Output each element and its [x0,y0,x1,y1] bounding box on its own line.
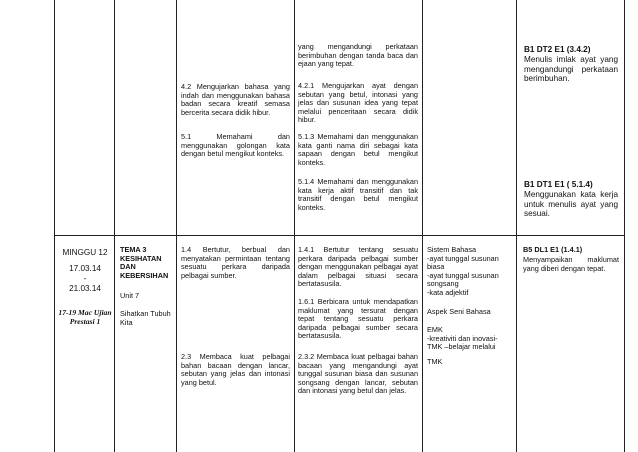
elements-language-art: Aspek Seni Bahasa [427,307,491,316]
elements-emk: EMK -kreativiti dan inovasi- TMK –belajar melalui [427,325,498,352]
week-assessment-code: B5 DL1 E1 (1.4.1) [523,245,583,254]
top-sp-2: 4.2.1 Mengujarkan ayat dengan sebutan yang betul, intonasi yang jelas dan susunan idea yang tepat melalui penceritaan secara didik hibur. [298,81,418,125]
top-kss-1: 4.2 Mengujarkan bahasa yang indah dan menggunakan bahasa badan secara kreatif semasa bercerita secara didik hibur. [181,82,290,117]
week-sp-3: 2.3.2 Membaca kuat pelbagai bahan bacaan yang mengandungi ayat tunggal susunan biasa dan susunan songsang dengan lancar, sebutan dan intonasi yang betul dan jelas. [298,352,418,396]
column-divider-1 [114,0,115,452]
week-date-start: 17.03.14 [69,264,101,273]
top-assessment-desc-1: Menulis imlak ayat yang mengandungi perkataan berimbuhan. [524,55,618,84]
week-kss-1: 1.4 Bertutur, berbual dan menyatakan permintaan tentang sesuatu perkara daripada pelbagai sumber. [181,245,290,280]
top-assessment-code-1: B1 DT2 E1 (3.4.2) [524,45,591,54]
theme-title: TEMA 3 KESIHATAN DAN KEBERSIHAN [120,245,169,280]
column-divider-2 [176,0,177,452]
week-sp-2: 1.6.1 Berbicara untuk mendapatkan maklumat yang tersurat dengan tepat tentang sesuatu perkara daripada pelbagai sumber secara bertatasusila. [298,297,418,341]
week-assessment-desc: Menyampaikan maklumat yang diberi dengan tepat. [523,255,619,273]
top-sp-3: 5.1.3 Memahami dan menggunakan kata ganti nama diri sebagai kata sapaan dengan betul mengikut konteks. [298,132,418,167]
top-kss-2: 5.1 Memahami dan menggunakan golongan kata dengan betul mengikut konteks. [181,132,290,159]
top-sp-4: 5.1.4 Memahami dan menggunakan kata kerja aktif transitif dan tak transitif dengan betul mengikut konteks. [298,177,418,212]
week-sp-1: 1.4.1 Bertutur tentang sesuatu perkara daripada pelbagai sumber dengan menggunakan pelbagai ayat dalam pelbagai situasi secara bertatasusila. [298,245,418,289]
theme-unit-title: Sihatkan Tubuh Kita [120,309,171,327]
top-assessment-code-2: B1 DT1 E1 ( 5.1.4) [524,180,593,189]
week-date-dash: - [83,274,87,283]
column-divider-5 [516,0,517,452]
table-border-left [54,0,55,452]
week-title: MINGGU 12 [62,248,108,257]
column-divider-3 [294,0,295,452]
top-sp-1: yang mengandungi perkataan berimbuhan dengan tanda baca dan ejaan yang tepat. [298,42,418,69]
table-border-right [624,0,625,452]
column-divider-4 [422,0,423,452]
row-divider [54,235,625,236]
top-assessment-desc-2: Menggunakan kata kerja untuk menulis ayat yang sesuai. [524,190,618,219]
week-kss-2: 2.3 Membaca kuat pelbagai bahan bacaan dengan lancar, sebutan yang jelas dan intonasi yang betul. [181,352,290,387]
week-date-end: 21.03.14 [69,284,101,293]
elements-tmk: TMK [427,357,443,366]
elements-language-system: Sistem Bahasa -ayat tunggal susunan biasa -ayat tunggal susunan songsang -kata adjektif [427,245,499,297]
week-exam-note: 17-19 Mac Ujian Prestasi 1 [58,308,112,326]
theme-unit: Unit 7 [120,291,140,300]
